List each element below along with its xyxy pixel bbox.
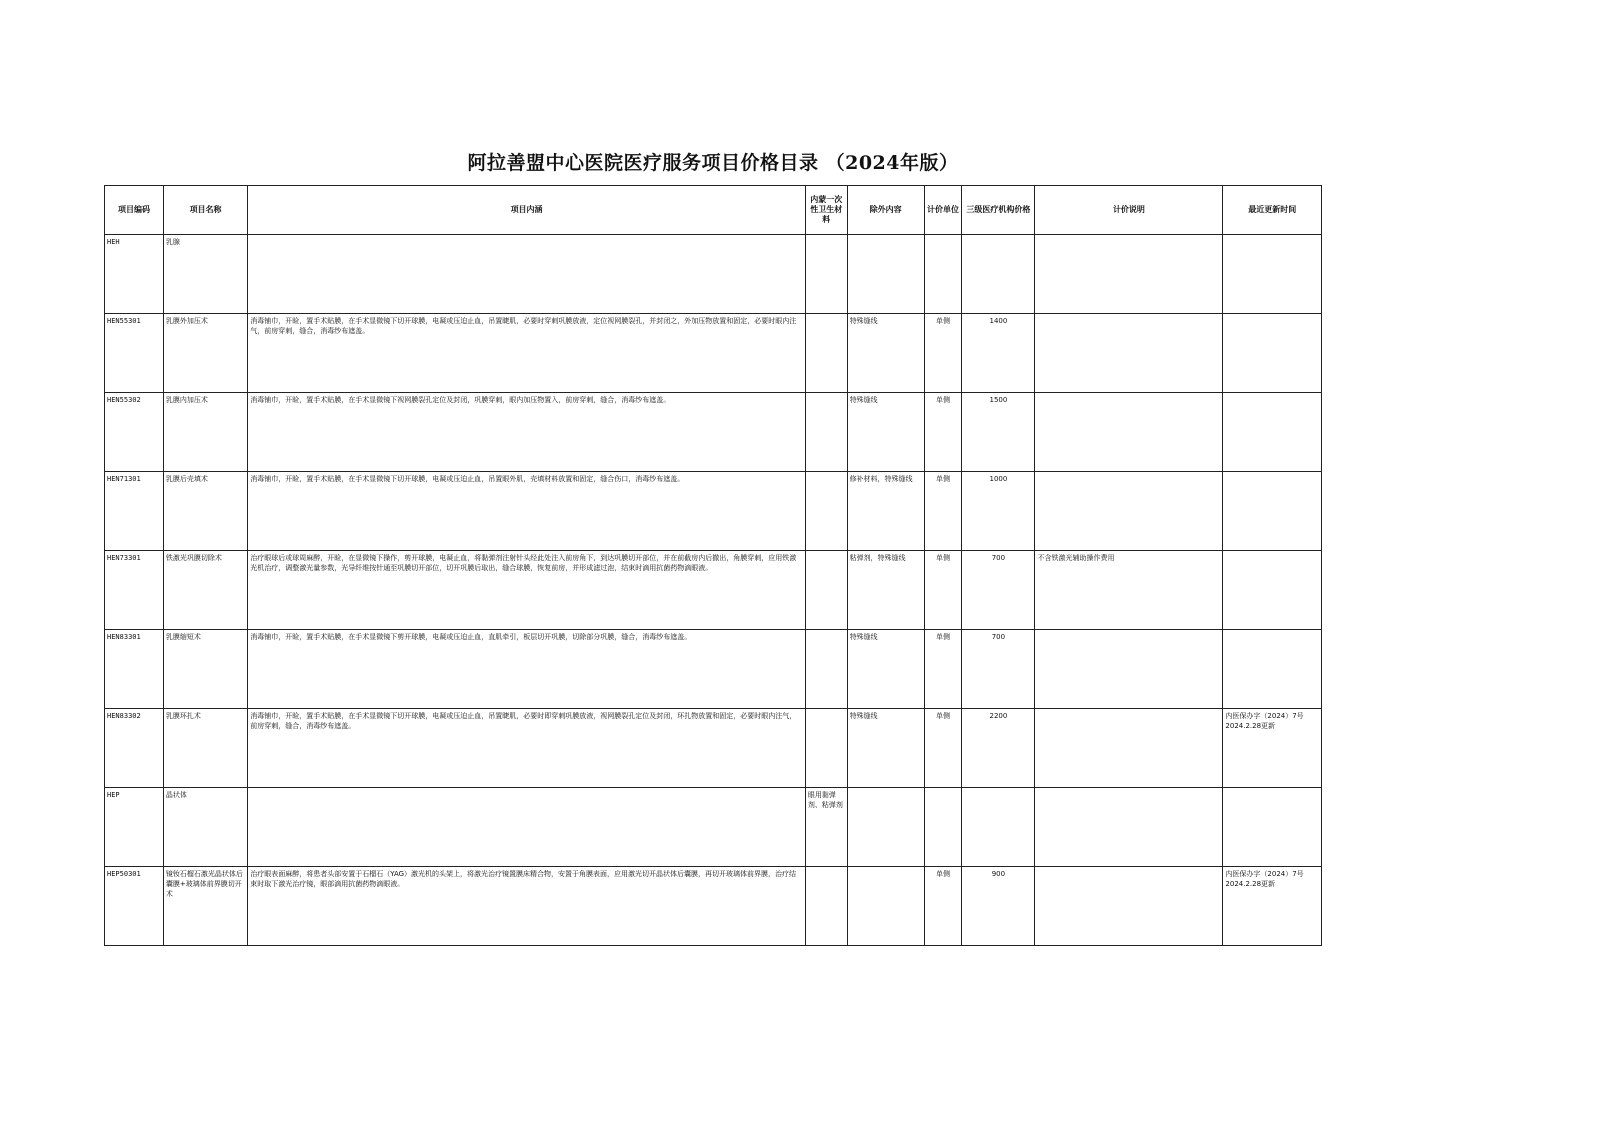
page-title: 阿拉善盟中心医院医疗服务项目价格目录 （2024年版） <box>467 152 959 174</box>
cell-content <box>248 788 806 867</box>
cell-unit: 单侧 <box>924 551 962 630</box>
column-header-note: 计价说明 <box>1035 186 1223 235</box>
table-row <box>105 867 1322 946</box>
column-header-updated: 最近更新时间 <box>1223 186 1322 235</box>
table-row <box>105 788 1322 867</box>
cell-price: 900 <box>962 867 1035 946</box>
cell-updated <box>1223 235 1322 314</box>
cell-unit: 单侧 <box>924 867 962 946</box>
table-row <box>105 709 1322 788</box>
cell-code: HEN83301 <box>105 630 164 709</box>
cell-updated <box>1223 551 1322 630</box>
cell-price: 1000 <box>962 472 1035 551</box>
cell-material <box>805 235 847 314</box>
table-row <box>105 551 1322 630</box>
cell-code: HEN71301 <box>105 472 164 551</box>
cell-updated: 内医保办字（2024）7号 2024.2.28更新 <box>1223 867 1322 946</box>
cell-material <box>805 393 847 472</box>
cell-note <box>1035 314 1223 393</box>
cell-name: 乳膜内加压术 <box>163 393 247 472</box>
cell-content: 消毒铺巾，开睑，置手术贴膜，在手术显微镜下切开球膜，电凝或压迫止血，吊置眼外肌，壳填材料放置和固定，缝合伤口，消毒纱布遮盖。 <box>248 472 806 551</box>
cell-except: 特殊缝线 <box>847 393 924 472</box>
cell-name: 晶状体 <box>163 788 247 867</box>
cell-updated <box>1223 472 1322 551</box>
table-row <box>105 393 1322 472</box>
cell-content: 消毒铺巾，开睑，置手术贴膜，在手术显微镜下剪开球膜，电凝或压迫止血，直肌牵引，板层切开巩膜，切除部分巩膜，缝合，消毒纱布遮盖。 <box>248 630 806 709</box>
column-header-except: 除外内容 <box>847 186 924 235</box>
cell-material <box>805 472 847 551</box>
cell-content: 治疗眼表面麻醉，将患者头部安置于石榴石（YAG）激光机的头架上，将激光治疗镜置膜床精合物，安置于角膜表面，应用激光切开晶状体后囊膜，再切开玻璃体前界膜，治疗结束时取下激光治疗镜，眼部滴用抗菌药物滴眼液。 <box>248 867 806 946</box>
cell-material <box>805 867 847 946</box>
cell-updated <box>1223 314 1322 393</box>
cell-content <box>248 235 806 314</box>
cell-name: 镜钕石榴石激光晶状体后囊膜+玻璃体前界膜切开术 <box>163 867 247 946</box>
cell-code: HEP <box>105 788 164 867</box>
column-header-content: 项目内涵 <box>248 186 806 235</box>
cell-content: 治疗眼球后或球周麻醉，开睑，在显微镜下操作，剪开球膜，电凝止血，将黏弹剂注射针头经此处注入前房角下，到达巩膜切开部位，并在前截房内后撤出，角膜穿刺，应用铁激光机治疗，调整激光量参数，光导纤维按针通至巩膜切开部位，切开巩膜后取出，缝合球膜，恢复前房，并形成滤过泡，结束时滴用抗菌药物滴眼液。 <box>248 551 806 630</box>
cell-code: HEN73301 <box>105 551 164 630</box>
column-header-name: 项目名称 <box>163 186 247 235</box>
cell-material <box>805 551 847 630</box>
cell-unit: 单侧 <box>924 393 962 472</box>
cell-material: 眼用黏弹剂、粘弹剂 <box>805 788 847 867</box>
cell-name: 乳膜环扎术 <box>163 709 247 788</box>
cell-except: 修补材料，特殊缝线 <box>847 472 924 551</box>
cell-content: 消毒铺巾，开睑，置手术贴膜，在手术显微镜下视网膜裂孔定位及封闭，巩膜穿刺，眼内加压物置入，前房穿刺，缝合，消毒纱布遮盖。 <box>248 393 806 472</box>
cell-code: HEN55302 <box>105 393 164 472</box>
cell-unit: 单侧 <box>924 709 962 788</box>
table-row <box>105 630 1322 709</box>
cell-except: 特殊缝线 <box>847 709 924 788</box>
cell-content: 消毒铺巾，开睑，置手术贴膜，在手术显微镜下切开球膜，电凝或压迫止血，吊置睫肌，必要时即穿刺巩膜放液，视网膜裂孔定位及封闭，环扎物放置和固定，必要时眼内注气，前房穿刺，缝合，消毒纱布遮盖。 <box>248 709 806 788</box>
cell-material <box>805 314 847 393</box>
cell-except: 特殊缝线 <box>847 630 924 709</box>
cell-except <box>847 867 924 946</box>
table-header-row <box>105 186 1322 235</box>
cell-code: HEH <box>105 235 164 314</box>
cell-updated: 内医保办字（2024）7号 2024.2.28更新 <box>1223 709 1322 788</box>
cell-updated <box>1223 630 1322 709</box>
cell-except <box>847 235 924 314</box>
cell-price: 1400 <box>962 314 1035 393</box>
table-row <box>105 472 1322 551</box>
cell-price <box>962 235 1035 314</box>
cell-except: 粘弹剂，特殊缝线 <box>847 551 924 630</box>
cell-price: 700 <box>962 551 1035 630</box>
cell-note <box>1035 630 1223 709</box>
cell-name: 乳腺 <box>163 235 247 314</box>
cell-unit <box>924 788 962 867</box>
cell-name: 乳膜缩短术 <box>163 630 247 709</box>
price-table <box>104 185 1322 946</box>
cell-content: 消毒铺巾，开睑，置手术贴膜，在手术显微镜下切开球膜，电凝或压迫止血，吊置睫肌，必要时穿刺巩膜放液，定位视网膜裂孔，并封闭之，外加压物放置和固定，必要时眼内注气，前房穿刺，缝合，消毒纱布遮盖。 <box>248 314 806 393</box>
cell-code: HEP50301 <box>105 867 164 946</box>
cell-name: 乳膜外加压术 <box>163 314 247 393</box>
cell-note <box>1035 788 1223 867</box>
cell-price: 1500 <box>962 393 1035 472</box>
column-header-code: 项目编码 <box>105 186 164 235</box>
cell-note <box>1035 709 1223 788</box>
cell-price: 700 <box>962 630 1035 709</box>
cell-updated <box>1223 393 1322 472</box>
table-row <box>105 235 1322 314</box>
cell-unit: 单侧 <box>924 314 962 393</box>
cell-unit <box>924 235 962 314</box>
cell-except <box>847 788 924 867</box>
cell-unit: 单侧 <box>924 472 962 551</box>
column-header-unit: 计价单位 <box>924 186 962 235</box>
cell-note <box>1035 472 1223 551</box>
cell-material <box>805 630 847 709</box>
cell-note <box>1035 235 1223 314</box>
cell-code: HEN55301 <box>105 314 164 393</box>
cell-note: 不含铁激光辅助操作费用 <box>1035 551 1223 630</box>
cell-name: 乳膜后壳填术 <box>163 472 247 551</box>
cell-price: 2200 <box>962 709 1035 788</box>
cell-material <box>805 709 847 788</box>
cell-name: 铁激光巩膜切除术 <box>163 551 247 630</box>
cell-code: HEN83302 <box>105 709 164 788</box>
column-header-price: 三级医疗机构价格 <box>962 186 1035 235</box>
table-row <box>105 314 1322 393</box>
cell-note <box>1035 393 1223 472</box>
cell-updated <box>1223 788 1322 867</box>
column-header-material: 内蒙一次性卫生材料 <box>805 186 847 235</box>
cell-unit: 单侧 <box>924 630 962 709</box>
cell-note <box>1035 867 1223 946</box>
cell-price <box>962 788 1035 867</box>
cell-except: 特殊缝线 <box>847 314 924 393</box>
